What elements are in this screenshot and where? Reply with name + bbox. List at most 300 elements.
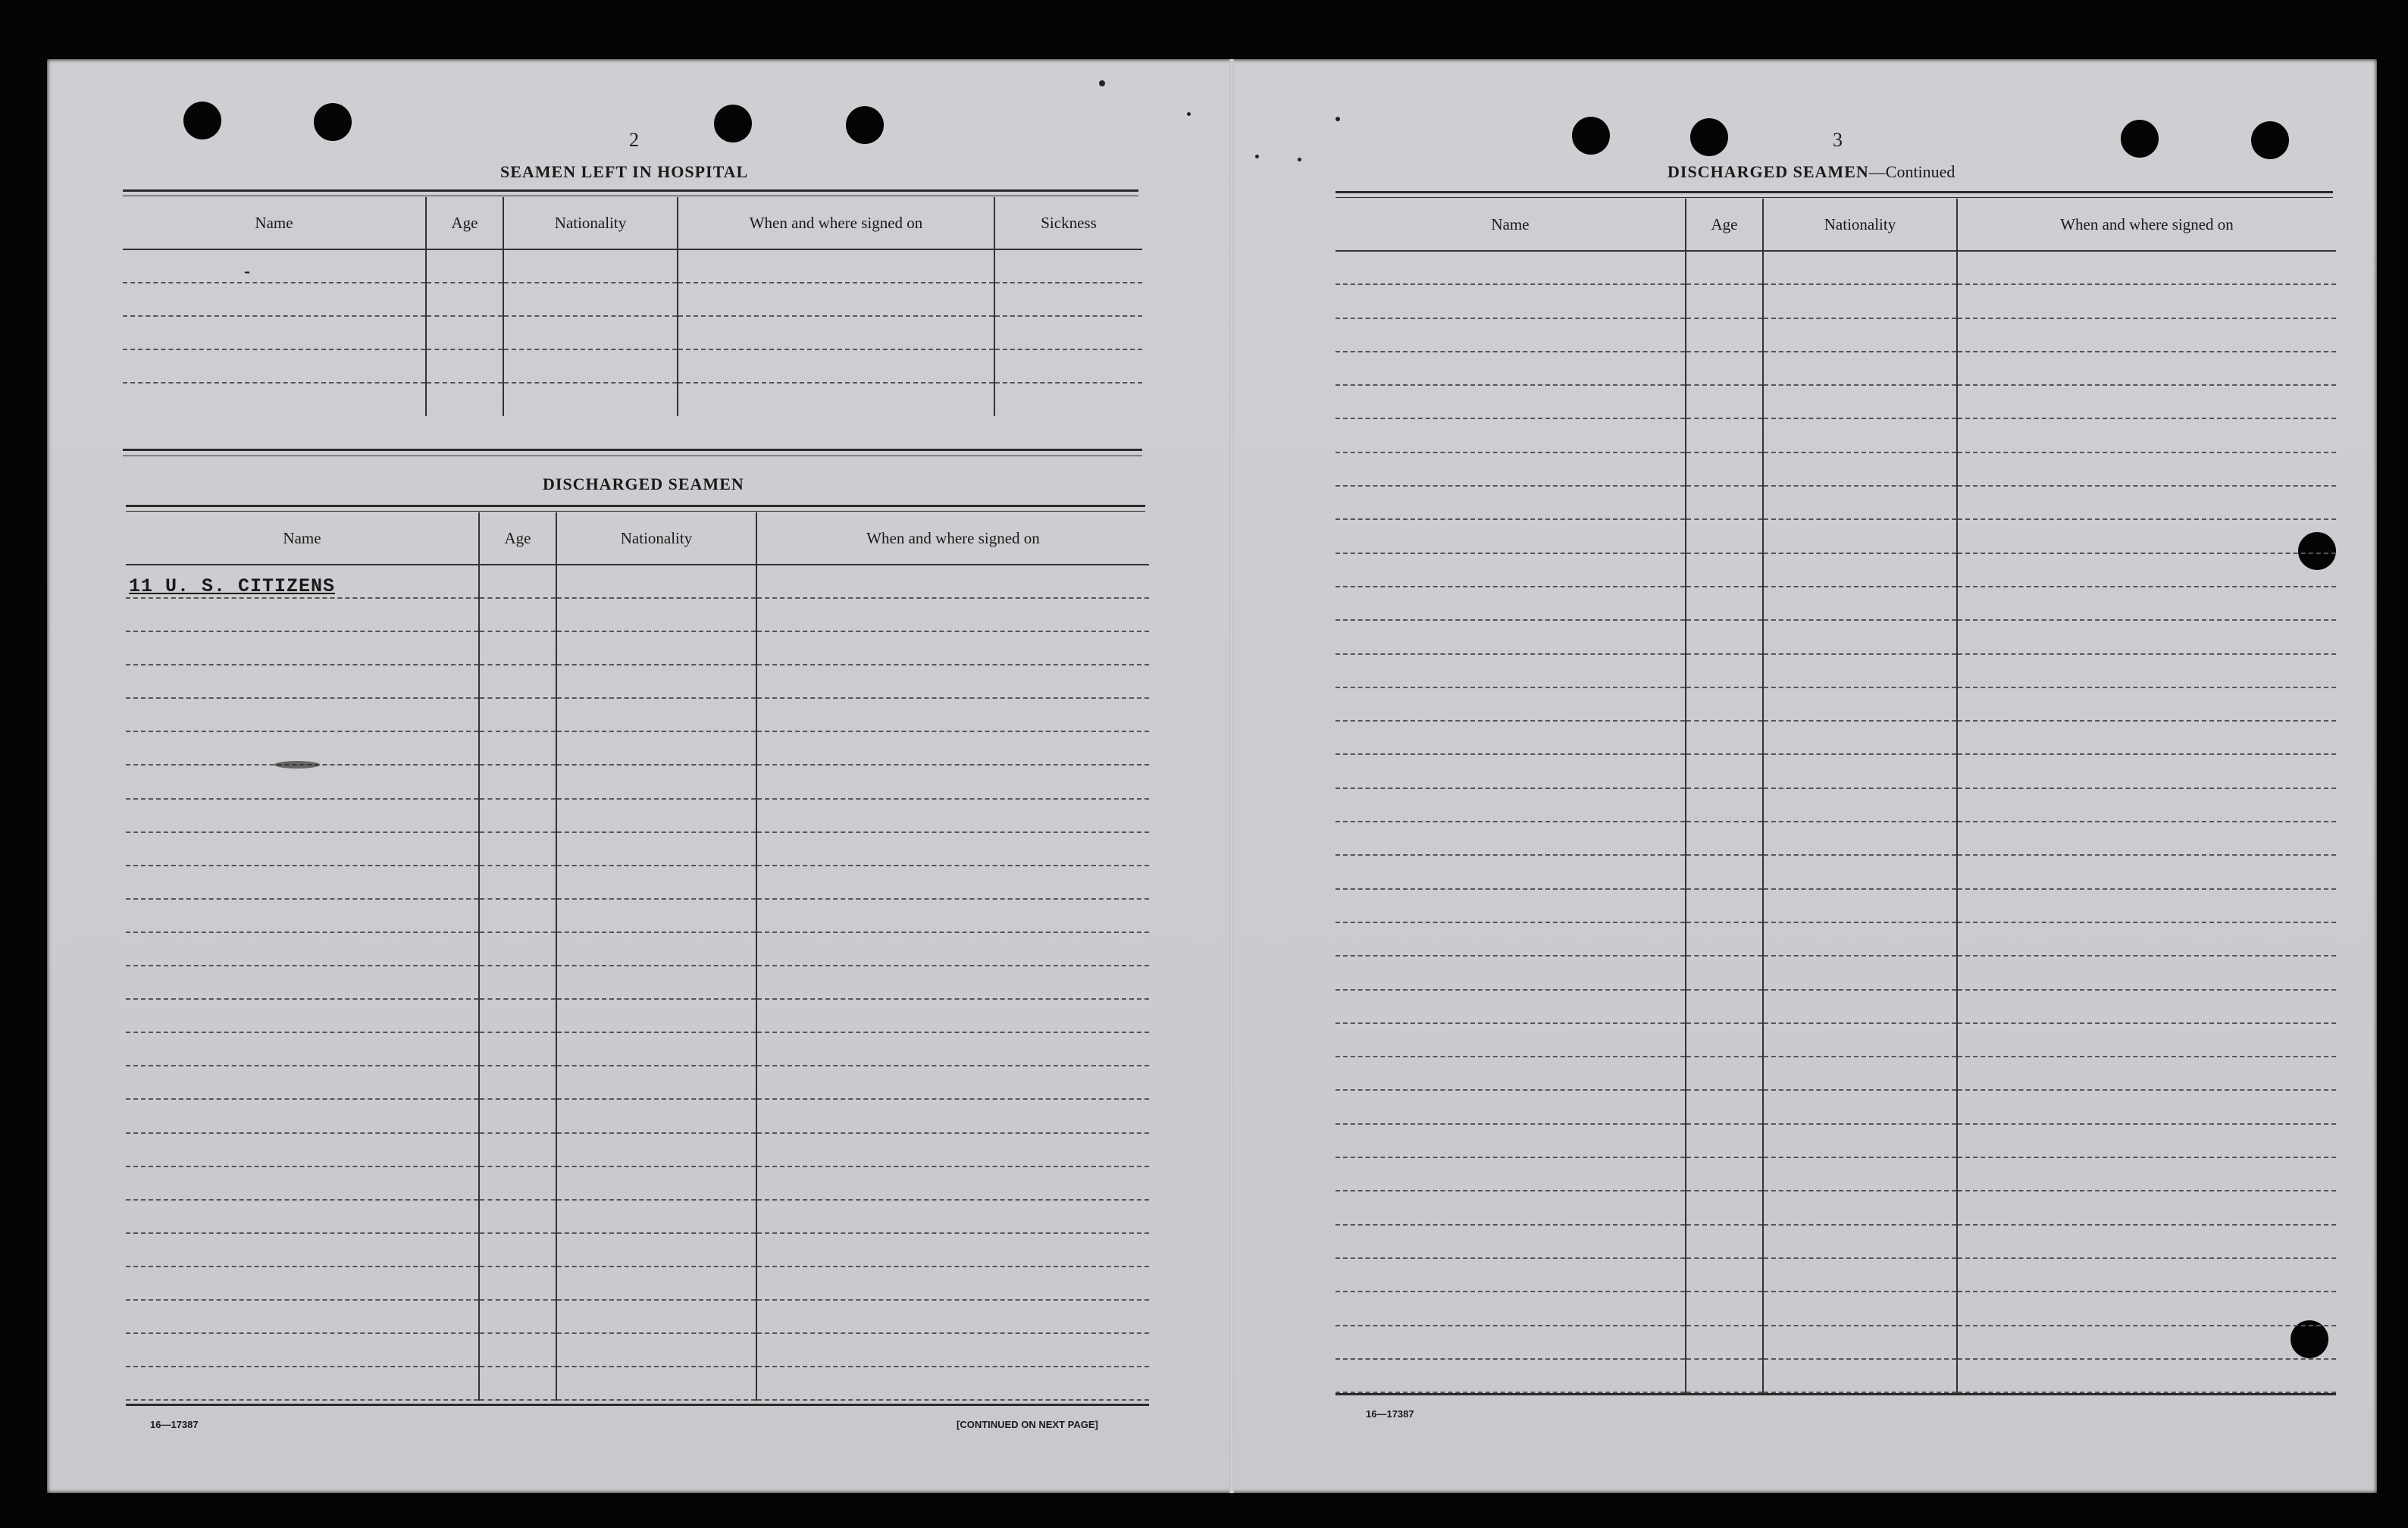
nationality-cell: [1763, 1326, 1957, 1359]
signed-on-cell: [1957, 1258, 2336, 1292]
name-cell: [1336, 1326, 1686, 1359]
age-cell: [1686, 721, 1763, 754]
age-cell: [1686, 452, 1763, 486]
age-cell: [1686, 1090, 1763, 1123]
table-row: [1336, 1157, 2336, 1191]
age-cell: [1686, 654, 1763, 687]
nationality-cell: [503, 249, 678, 283]
table-row: [1336, 553, 2336, 587]
discharged-top-rule-thin: [126, 511, 1145, 512]
table-row: [1336, 1124, 2336, 1157]
table-row: [1336, 855, 2336, 888]
age-cell: [479, 966, 556, 999]
nationality-cell: [556, 1367, 756, 1400]
discharged-section-title: DISCHARGED SEAMEN: [543, 474, 744, 493]
signed-on-cell: [756, 866, 1149, 899]
name-cell: [126, 1032, 479, 1066]
nationality-cell: [1763, 1258, 1957, 1292]
table-row: [1336, 620, 2336, 653]
title-text: DISCHARGED SEAMEN: [1667, 162, 1869, 181]
name-cell: [1336, 822, 1686, 855]
nationality-cell: [1763, 251, 1957, 284]
nationality-cell: [556, 765, 756, 798]
age-cell: [479, 631, 556, 665]
table-row: [1336, 587, 2336, 620]
nationality-cell: [556, 1133, 756, 1166]
signed-on-cell: [1957, 1292, 2336, 1325]
age-cell: [1686, 1124, 1763, 1157]
nationality-cell: [556, 698, 756, 731]
table-row: [126, 731, 1149, 765]
age-cell: [1686, 990, 1763, 1023]
nationality-cell: [1763, 486, 1957, 519]
nationality-cell: [1763, 754, 1957, 787]
name-cell: [1336, 990, 1686, 1023]
table-row: [1336, 452, 2336, 486]
table-header-row: [123, 197, 1142, 249]
name-cell: [1336, 1057, 1686, 1090]
age-cell: [1686, 553, 1763, 587]
nationality-cell: [1763, 519, 1957, 553]
signed-on-cell: [1957, 990, 2336, 1023]
table-row: [126, 1099, 1149, 1132]
table-row: [123, 283, 1142, 316]
top-rule: [123, 189, 1138, 192]
nationality-cell: [1763, 318, 1957, 352]
name-cell: [126, 1066, 479, 1099]
typed-entry: 11 U. S. CITIZENS: [129, 575, 336, 597]
table-row: [1336, 486, 2336, 519]
age-cell: [1686, 519, 1763, 553]
nationality-cell: [1763, 1124, 1957, 1157]
nationality-cell: [1763, 553, 1957, 587]
name-cell: -: [123, 249, 426, 283]
bottom-rule: [126, 1404, 1149, 1406]
name-cell: [126, 966, 479, 999]
table-row: [1336, 418, 2336, 452]
nationality-cell: [1763, 687, 1957, 721]
age-cell: [479, 1032, 556, 1066]
table-row: [126, 1233, 1149, 1267]
signed-on-cell: [756, 1133, 1149, 1166]
table-row: [126, 932, 1149, 966]
name-cell: [1336, 956, 1686, 989]
table-row: [126, 565, 1149, 598]
nationality-cell: [1763, 1057, 1957, 1090]
age-cell: [479, 1333, 556, 1367]
name-cell: [126, 1133, 479, 1166]
sickness-cell: [994, 383, 1142, 416]
table-row: [126, 631, 1149, 665]
discharged-continued-table: [1336, 199, 2336, 1393]
table-row: [1336, 1258, 2336, 1292]
name-cell: [1336, 855, 1686, 888]
age-cell: [1686, 754, 1763, 787]
name-cell: [126, 1300, 479, 1333]
name-cell: [1336, 418, 1686, 452]
name-cell: [126, 1166, 479, 1200]
col-age-header: Age: [479, 512, 556, 565]
table-row: [1336, 788, 2336, 822]
signed-on-cell: [1957, 418, 2336, 452]
nationality-cell: [556, 899, 756, 932]
table-row: [1336, 318, 2336, 352]
nationality-cell: [503, 283, 678, 316]
table-row: [126, 665, 1149, 698]
age-cell: [479, 1200, 556, 1233]
nationality-cell: [556, 1032, 756, 1066]
nationality-cell: [556, 799, 756, 832]
sickness-cell: [994, 316, 1142, 349]
signed-on-cell: [756, 1166, 1149, 1200]
signed-on-cell: [756, 631, 1149, 665]
name-cell: [126, 1267, 479, 1300]
age-cell: [1686, 1258, 1763, 1292]
signed-on-cell: [756, 765, 1149, 798]
age-cell: [1686, 788, 1763, 822]
nationality-cell: [556, 866, 756, 899]
nationality-cell: [556, 1267, 756, 1300]
punch-hole: [846, 106, 884, 144]
name-cell: [1336, 654, 1686, 687]
nationality-cell: [556, 1333, 756, 1367]
table-row: [126, 1300, 1149, 1333]
table-row: [1336, 385, 2336, 418]
table-row: [1336, 1191, 2336, 1224]
nationality-cell: [1763, 721, 1957, 754]
table-row: [1336, 1326, 2336, 1359]
signed-on-cell: [756, 899, 1149, 932]
name-cell: [123, 316, 426, 349]
signed-on-cell: [756, 932, 1149, 966]
name-cell: [126, 631, 479, 665]
age-cell: [479, 866, 556, 899]
col-age-header: Age: [426, 197, 503, 249]
signed-on-cell: [756, 832, 1149, 866]
speck: [1336, 117, 1340, 121]
nationality-cell: [556, 1200, 756, 1233]
signed-on-cell: [1957, 1057, 2336, 1090]
name-cell: [1336, 922, 1686, 956]
table-row: [123, 383, 1142, 416]
name-cell: [1336, 620, 1686, 653]
nationality-cell: [556, 598, 756, 631]
name-cell: [1336, 1292, 1686, 1325]
table-row: [1336, 1292, 2336, 1325]
col-name-header: Name: [126, 512, 479, 565]
signed-on-cell: [1957, 587, 2336, 620]
signed-on-cell: [678, 349, 994, 383]
age-cell: [1686, 1057, 1763, 1090]
nationality-cell: [1763, 822, 1957, 855]
age-cell: [479, 598, 556, 631]
table-row: [126, 1333, 1149, 1367]
nationality-cell: [1763, 889, 1957, 922]
form-code: 16—17387: [1366, 1408, 1414, 1420]
name-cell: [1336, 1023, 1686, 1057]
nationality-cell: [1763, 922, 1957, 956]
punch-hole: [1572, 117, 1610, 155]
signed-on-cell: [1957, 1225, 2336, 1258]
signed-on-cell: [1957, 251, 2336, 284]
age-cell: [1686, 418, 1763, 452]
table-row: [1336, 1090, 2336, 1123]
table-row: [126, 765, 1149, 798]
name-cell: [1336, 1090, 1686, 1123]
nationality-cell: [556, 966, 756, 999]
nationality-cell: [556, 1300, 756, 1333]
name-cell: [1336, 788, 1686, 822]
age-cell: [479, 665, 556, 698]
speck: [1255, 155, 1259, 158]
age-cell: [1686, 587, 1763, 620]
hospital-section-title: SEAMEN LEFT IN HOSPITAL: [500, 162, 749, 181]
name-cell: [126, 1099, 479, 1132]
signed-on-cell: [1957, 1090, 2336, 1123]
name-cell: [126, 866, 479, 899]
col-sickness-header: Sickness: [994, 197, 1142, 249]
table-row: [126, 1133, 1149, 1166]
signed-on-cell: [756, 1267, 1149, 1300]
section-divider: [123, 449, 1142, 451]
discharged-continued-title: [1667, 162, 1955, 182]
name-cell: [1336, 587, 1686, 620]
form-code: 16—17387: [150, 1419, 199, 1430]
name-cell: [1336, 318, 1686, 352]
nationality-cell: [556, 631, 756, 665]
name-cell: [123, 383, 426, 416]
table-row: [1336, 1225, 2336, 1258]
name-cell: [1336, 452, 1686, 486]
age-cell: [479, 698, 556, 731]
nationality-cell: [1763, 452, 1957, 486]
discharged-top-rule: [126, 505, 1145, 507]
nationality-cell: [556, 565, 756, 598]
table-row: [1336, 889, 2336, 922]
age-cell: [479, 899, 556, 932]
signed-on-cell: [1957, 1157, 2336, 1191]
name-cell: [1336, 1225, 1686, 1258]
table-row: [123, 249, 1142, 283]
signed-on-cell: [1957, 284, 2336, 318]
age-cell: [479, 799, 556, 832]
signed-on-cell: [1957, 1023, 2336, 1057]
table-row: [1336, 251, 2336, 284]
age-cell: [479, 999, 556, 1032]
name-cell: [1336, 1359, 1686, 1392]
name-cell: [126, 932, 479, 966]
signed-on-cell: [756, 598, 1149, 631]
col-signed-on-header: When and where signed on: [756, 512, 1149, 565]
nationality-cell: [1763, 284, 1957, 318]
signed-on-cell: [1957, 352, 2336, 385]
table-header-row: [126, 512, 1149, 565]
hospital-table: [123, 197, 1142, 416]
age-cell: [1686, 318, 1763, 352]
table-row: [1336, 1057, 2336, 1090]
signed-on-cell: [1957, 1326, 2336, 1359]
signed-on-cell: [1957, 822, 2336, 855]
signed-on-cell: [1957, 721, 2336, 754]
name-cell: [1336, 385, 1686, 418]
name-cell: [126, 799, 479, 832]
signed-on-cell: [1957, 654, 2336, 687]
col-signed-on-header: When and where signed on: [1957, 199, 2336, 251]
age-cell: [1686, 922, 1763, 956]
name-cell: [126, 665, 479, 698]
signed-on-cell: [1957, 1359, 2336, 1392]
signed-on-cell: [756, 565, 1149, 598]
age-cell: [1686, 855, 1763, 888]
speck: [1099, 80, 1105, 86]
name-cell: [1336, 687, 1686, 721]
name-cell: [126, 999, 479, 1032]
signed-on-cell: [1957, 1124, 2336, 1157]
table-row: [126, 799, 1149, 832]
nationality-cell: [1763, 1359, 1957, 1392]
name-cell: [126, 1367, 479, 1400]
name-cell: [1336, 1124, 1686, 1157]
col-age-header: Age: [1686, 199, 1763, 251]
age-cell: [1686, 822, 1763, 855]
nationality-cell: [1763, 587, 1957, 620]
table-row: [126, 866, 1149, 899]
signed-on-cell: [1957, 956, 2336, 989]
table-row: [1336, 654, 2336, 687]
table-row: [1336, 956, 2336, 989]
signed-on-cell: [1957, 620, 2336, 653]
speck: [1298, 158, 1301, 161]
signed-on-cell: [1957, 318, 2336, 352]
age-cell: [479, 731, 556, 765]
name-cell: [126, 1200, 479, 1233]
signed-on-cell: [1957, 486, 2336, 519]
signed-on-cell: [1957, 922, 2336, 956]
bottom-rule: [1336, 1393, 2336, 1395]
name-cell: [1336, 352, 1686, 385]
sickness-cell: [994, 283, 1142, 316]
name-cell: [123, 283, 426, 316]
name-cell: [126, 832, 479, 866]
table-row: [123, 316, 1142, 349]
age-cell: [479, 1267, 556, 1300]
signed-on-cell: [1957, 519, 2336, 553]
name-cell: [1336, 1258, 1686, 1292]
age-cell: [479, 1099, 556, 1132]
name-cell: [126, 598, 479, 631]
nationality-cell: [1763, 855, 1957, 888]
age-cell: [1686, 251, 1763, 284]
age-cell: [426, 316, 503, 349]
age-cell: [479, 932, 556, 966]
table-row: [1336, 990, 2336, 1023]
nationality-cell: [1763, 1090, 1957, 1123]
signed-on-cell: [756, 1367, 1149, 1400]
age-cell: [426, 383, 503, 416]
table-row: [1336, 922, 2336, 956]
age-cell: [1686, 1359, 1763, 1392]
signed-on-cell: [1957, 385, 2336, 418]
nationality-cell: [1763, 1292, 1957, 1325]
discharged-table: [126, 512, 1149, 1401]
age-cell: [1686, 1157, 1763, 1191]
signed-on-cell: [1957, 553, 2336, 587]
name-cell: [1336, 1157, 1686, 1191]
left-page: [47, 59, 1229, 1493]
age-cell: [479, 1300, 556, 1333]
table-row: [126, 899, 1149, 932]
nationality-cell: [556, 1233, 756, 1267]
signed-on-cell: [1957, 889, 2336, 922]
age-cell: [479, 1367, 556, 1400]
punch-hole: [314, 103, 352, 141]
age-cell: [479, 765, 556, 798]
signed-on-cell: [756, 1233, 1149, 1267]
sickness-cell: [994, 249, 1142, 283]
name-cell: [1336, 754, 1686, 787]
nationality-cell: [1763, 788, 1957, 822]
signed-on-cell: [756, 698, 1149, 731]
name-cell: [1336, 1191, 1686, 1224]
signed-on-cell: [756, 966, 1149, 999]
table-row: [1336, 284, 2336, 318]
age-cell: [1686, 284, 1763, 318]
table-row: [126, 598, 1149, 631]
col-signed-on-header: When and where signed on: [678, 197, 994, 249]
signed-on-cell: [678, 283, 994, 316]
nationality-cell: [1763, 418, 1957, 452]
table-row: [1336, 754, 2336, 787]
age-cell: [479, 832, 556, 866]
signed-on-cell: [1957, 452, 2336, 486]
table-row: [126, 1367, 1149, 1400]
signed-on-cell: [678, 316, 994, 349]
signed-on-cell: [756, 1333, 1149, 1367]
table-row: [126, 1200, 1149, 1233]
name-cell: [1336, 721, 1686, 754]
name-cell: [1336, 889, 1686, 922]
signed-on-cell: [756, 1200, 1149, 1233]
age-cell: [479, 565, 556, 598]
table-row: [1336, 1359, 2336, 1392]
age-cell: [1686, 1023, 1763, 1057]
table-row: [1336, 1023, 2336, 1057]
speck: [1187, 112, 1191, 116]
signed-on-cell: [756, 799, 1149, 832]
age-cell: [479, 1133, 556, 1166]
signed-on-cell: [756, 1032, 1149, 1066]
nationality-cell: [556, 932, 756, 966]
signed-on-cell: [756, 1099, 1149, 1132]
col-name-header: Name: [123, 197, 426, 249]
name-cell: [1336, 519, 1686, 553]
table-header-row: [1336, 199, 2336, 251]
page-number: 3: [1833, 129, 1843, 151]
age-cell: [1686, 1292, 1763, 1325]
signed-on-cell: [756, 1066, 1149, 1099]
table-row: [126, 999, 1149, 1032]
name-cell: [123, 349, 426, 383]
nationality-cell: [503, 349, 678, 383]
name-cell: [1336, 486, 1686, 519]
name-cell: [1336, 553, 1686, 587]
table-row: [126, 1166, 1149, 1200]
age-cell: [426, 283, 503, 316]
table-row: [126, 1032, 1149, 1066]
name-cell: [126, 1233, 479, 1267]
title-continued: —Continued: [1868, 162, 1956, 181]
nationality-cell: [503, 383, 678, 416]
